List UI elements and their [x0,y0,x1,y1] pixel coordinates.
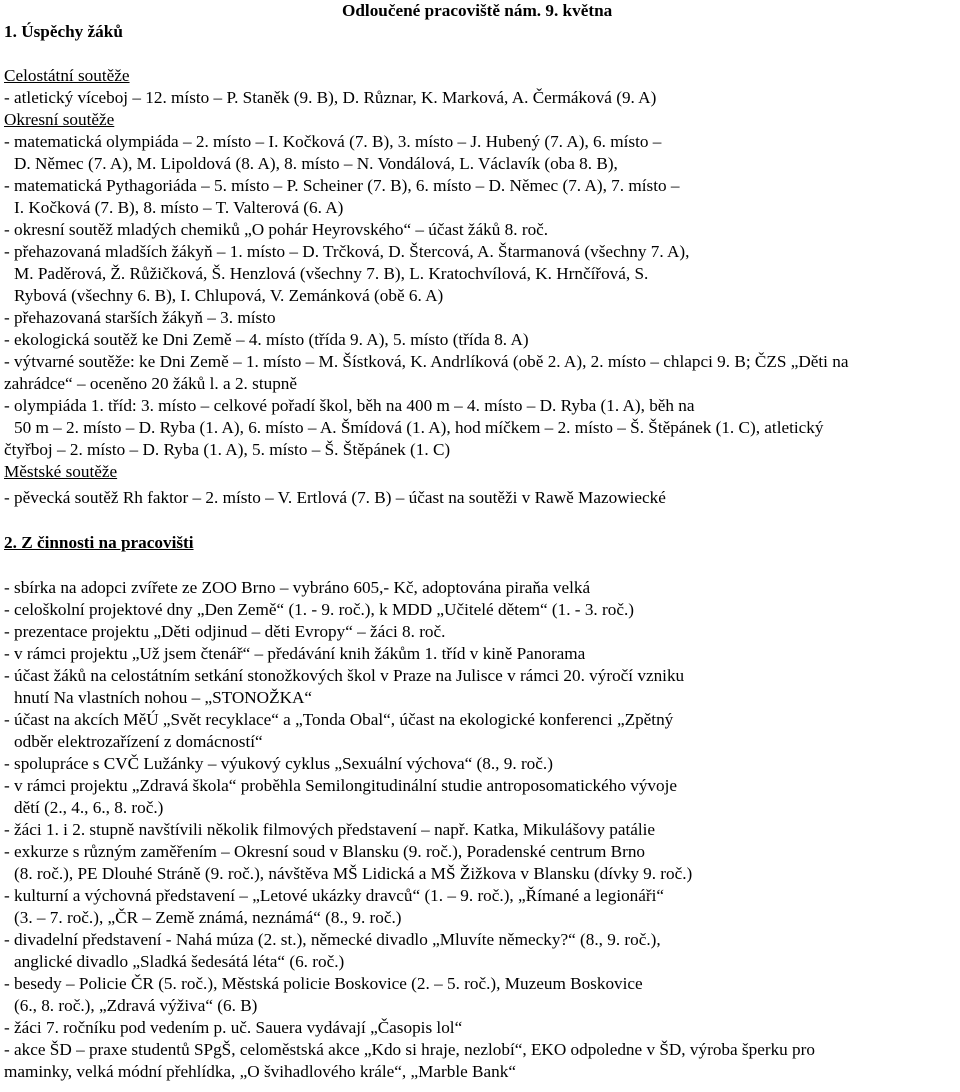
text-line: - prezentace projektu „Děti odjinud – děti Evropy“ – žáci 8. roč. [4,622,446,641]
text-line: - akce ŠD – praxe studentů SPgŠ, celoměstská akce „Kdo si hraje, nezlobí“, EKO odpoledne v ŠD, výroba šperku pro [4,1040,815,1059]
text-line: (8. roč.), PE Dlouhé Stráně (9. roč.), návštěva MŠ Lidická a MŠ Žižkova v Blansku (dívky 9. roč.) [14,864,693,883]
text-line: - divadelní představení - Nahá múza (2. st.), německé divadlo „Mluvíte německy?“ (8., 9. roč.), [4,930,661,949]
text-line: dětí (2., 4., 6., 8. roč.) [14,798,164,817]
workplace-heading: Odloučené pracoviště nám. 9. května [342,1,613,20]
text-line: - matematická Pythagoriáda – 5. místo – P. Scheiner (7. B), 6. místo – D. Němec (7. A), 7. místo – [4,176,680,195]
category-heading: Celostátní soutěže [4,66,130,85]
text-line: - kulturní a výchovná představení – „Letové ukázky dravců“ (1. – 9. roč.), „Římané a legionáři“ [4,886,665,905]
text-line: - výtvarné soutěže: ke Dni Země – 1. místo – M. Šístková, K. Andrlíková (obě 2. A), 2. místo – chlapci 9. B; ČZS „Děti na [4,352,849,371]
text-line: zahrádce“ – oceněno 20 žáků l. a 2. stupně [4,374,298,393]
text-line: maminky, velká módní přehlídka, „O švihadlového krále“, „Marble Bank“ [4,1062,516,1081]
text-line: I. Kočková (7. B), 8. místo – T. Valterová (6. A) [14,198,344,217]
text-line: - přehazovaná starších žákyň – 3. místo [4,308,276,327]
category-heading: Městské soutěže [4,462,118,481]
text-line: - olympiáda 1. tříd: 3. místo – celkové pořadí škol, běh na 400 m – 4. místo – D. Ryba (1. A), běh na [4,396,695,415]
text-line: M. Paděrová, Ž. Růžičková, Š. Henzlová (všechny 7. B), L. Kratochvílová, K. Hrnčířová, S. [14,264,649,283]
text-line: Rybová (všechny 6. B), I. Chlupová, V. Zemánková (obě 6. A) [14,286,444,305]
text-line: - pěvecká soutěž Rh faktor – 2. místo – V. Ertlová (7. B) – účast na soutěži v Rawě Mazowiecké [4,488,666,507]
text-line: - v rámci projektu „Už jsem čtenář“ – předávání knih žákům 1. tříd v kině Panorama [4,644,586,663]
text-line: 50 m – 2. místo – D. Ryba (1. A), 6. místo – A. Šmídová (1. A), hod míčkem – 2. místo – Š. Štěpánek (1. C), atletický [14,418,824,437]
text-line: čtyřboj – 2. místo – D. Ryba (1. A), 5. místo – Š. Štěpánek (1. C) [4,440,451,459]
text-line: - ekologická soutěž ke Dni Země – 4. místo (třída 9. A), 5. místo (třída 8. A) [4,330,529,349]
text-line: - účast žáků na celostátním setkání stonožkových škol v Praze na Julisce v rámci 20. výročí vzniku [4,666,685,685]
text-line: - celoškolní projektové dny „Den Země“ (1. - 9. roč.), k MDD „Učitelé dětem“ (1. - 3. roč.) [4,600,634,619]
text-line: - účast na akcích MěÚ „Svět recyklace“ a „Tonda Obal“, účast na ekologické konferenci „Zpětný [4,710,674,729]
text-line: - atletický víceboj – 12. místo – P. Staněk (9. B), D. Různar, K. Marková, A. Čermáková (9. A) [4,88,657,107]
text-line: - žáci 7. ročníku pod vedením p. uč. Sauera vydávají „Časopis lol“ [4,1018,463,1037]
text-line: - matematická olympiáda – 2. místo – I. Kočková (7. B), 3. místo – J. Hubený (7. A), 6. místo – [4,132,662,151]
text-line: anglické divadlo „Sladká šedesátá léta“ (6. roč.) [14,952,345,971]
text-line: (6., 8. roč.), „Zdravá výživa“ (6. B) [14,996,258,1015]
text-line: - sbírka na adopci zvířete ze ZOO Brno – vybráno 605,- Kč, adoptována piraňa velká [4,578,591,597]
text-line: - spolupráce s CVČ Lužánky – výukový cyklus „Sexuální výchova“ (8., 9. roč.) [4,754,553,773]
text-line: - besedy – Policie ČR (5. roč.), Městská policie Boskovice (2. – 5. roč.), Muzeum Boskovice [4,974,643,993]
text-line: hnutí Na vlastních nohou – „STONOŽKA“ [14,688,313,707]
category-heading: Okresní soutěže [4,110,115,129]
text-line: - okresní soutěž mladých chemiků „O pohár Heyrovského“ – účast žáků 8. roč. [4,220,549,239]
text-line: odběr elektrozařízení z domácností“ [14,732,263,751]
text-line: - přehazovaná mladších žákyň – 1. místo – D. Trčková, D. Štercová, A. Štarmanová (všechny 7. A), [4,242,690,261]
section1-heading: 1. Úspěchy žáků [4,22,123,41]
text-line: D. Němec (7. A), M. Lipoldová (8. A), 8. místo – N. Vondálová, L. Václavík (oba 8. B), [14,154,618,173]
text-line: - žáci 1. i 2. stupně navštívili několik filmových představení – např. Katka, Mikulášovy patálie [4,820,656,839]
text-line: - v rámci projektu „Zdravá škola“ proběhla Semilongitudinální studie antroposomatického vývoje [4,776,677,795]
text-line: - exkurze s různým zaměřením – Okresní soud v Blansku (9. roč.), Poradenské centrum Brno [4,842,646,861]
text-line: (3. – 7. roč.), „ČR – Země známá, neznámá“ (8., 9. roč.) [14,908,402,927]
section2-heading: 2. Z činnosti na pracovišti [4,533,194,552]
